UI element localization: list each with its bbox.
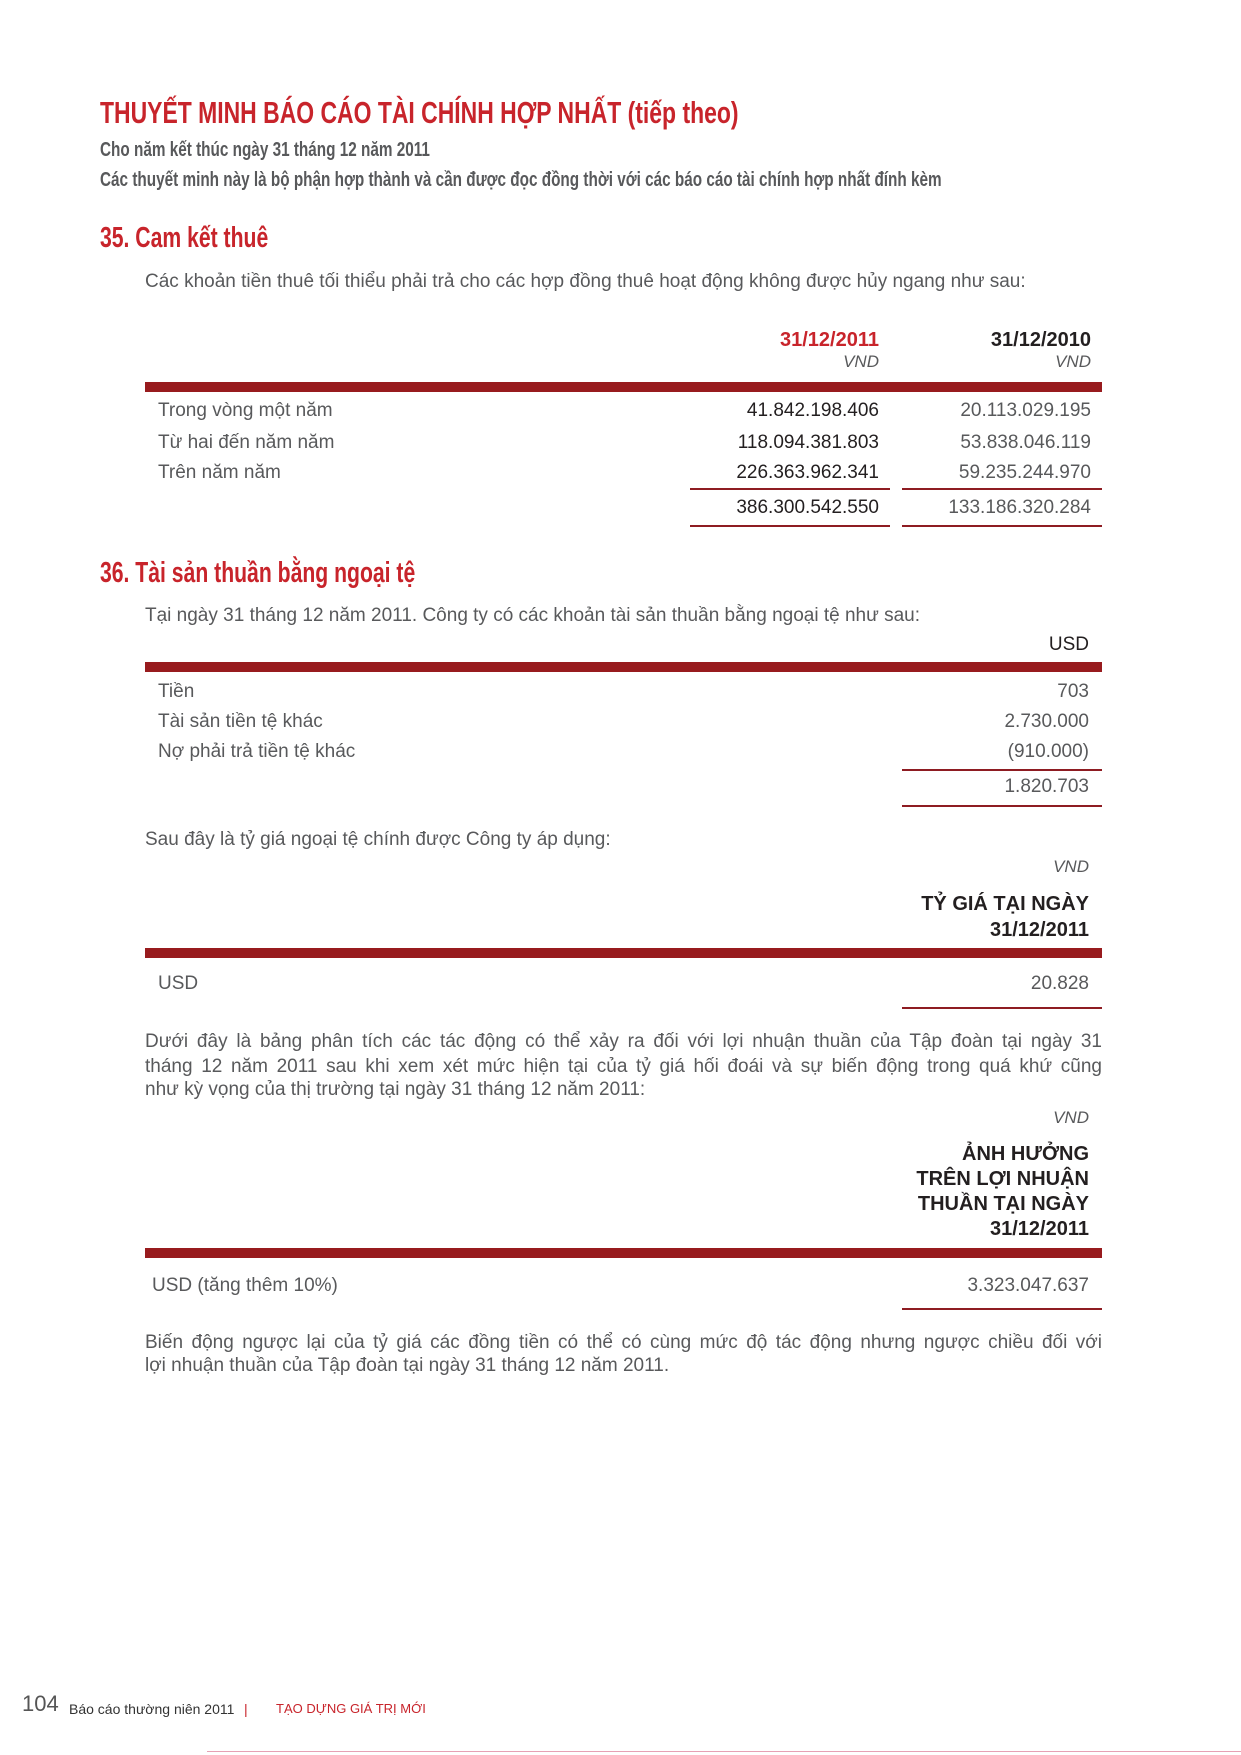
section-35-heading: 35. Cam kết thuê <box>100 222 269 254</box>
subtitle-period-line <box>100 138 531 162</box>
row-value: 20.828 <box>1030 973 1089 994</box>
sensitivity-unit: VND <box>1053 1108 1089 1127</box>
column-unit-2011: VND <box>843 352 879 371</box>
row-label: Nợ phải trả tiền tệ khác <box>158 741 356 762</box>
row-label: Trên năm năm <box>158 462 281 483</box>
page-title-line <box>100 95 963 131</box>
row-value: 2.730.000 <box>1004 711 1089 732</box>
total-2011: 386.300.542.550 <box>736 497 879 518</box>
value-2010: 20.113.029.195 <box>960 400 1091 421</box>
table-row <box>145 399 1102 423</box>
total-rule <box>902 805 1102 807</box>
rate-intro: Sau đây là tỷ giá ngoại tệ chính được Công ty áp dụng: <box>145 829 611 850</box>
total-rule-2010 <box>902 525 1102 527</box>
table-row <box>145 972 1102 996</box>
subtitle-note: Các thuyết minh này là bộ phận hợp thành và cần được đọc đồng thời với các báo cáo tài chính hợp nhất đính kèm <box>100 169 942 191</box>
subtotal-rule-2011 <box>690 488 890 490</box>
sensitivity-intro-line: như kỳ vọng của thị trường tại ngày 31 tháng 12 năm 2011: <box>145 1079 646 1100</box>
closing-line: Biến động ngược lại của tỷ giá các đồng tiền có thể có cùng mức độ tác động nhưng ngược chiều đối với <box>145 1332 1102 1353</box>
table-row <box>145 461 1102 485</box>
table-row <box>145 710 1102 734</box>
section-36-intro: Tại ngày 31 tháng 12 năm 2011. Công ty có các khoản tài sản thuần bằng ngoại tệ như sau: <box>145 605 921 626</box>
row-label: Tiền <box>158 681 195 702</box>
total-2010: 133.186.320.284 <box>948 497 1091 518</box>
table-row <box>145 680 1102 704</box>
row-value: 3.323.047.637 <box>967 1275 1089 1296</box>
table-header-bar <box>145 948 1102 958</box>
sensitivity-intro-line: tháng 12 năm 2011 sau khi xem xét mức hiện tại của tỷ giá hối đoái và sự biến động trong quá khứ cũng <box>145 1056 1102 1077</box>
table-header-bar <box>145 382 1102 392</box>
page-number: 104 <box>22 1691 59 1716</box>
rate-unit: VND <box>1053 857 1089 876</box>
page-title: THUYẾT MINH BÁO CÁO TÀI CHÍNH HỢP NHẤT (tiếp theo) <box>100 95 739 130</box>
table-row <box>145 431 1102 455</box>
sensitivity-header-line: THUẦN TẠI NGÀY <box>917 1193 1089 1215</box>
rate-header-date: 31/12/2011 <box>990 919 1089 941</box>
sensitivity-header-line: TRÊN LỢI NHUẬN <box>916 1168 1089 1190</box>
sensitivity-intro-line: Dưới đây là bảng phân tích các tác động có thể xảy ra đối với lợi nhuận thuần của Tập đoàn tại ngày 31 <box>145 1031 1102 1052</box>
value-2010: 59.235.244.970 <box>958 462 1091 483</box>
table-total-row <box>145 496 1102 520</box>
subtitle-period: Cho năm kết thúc ngày 31 tháng 12 năm 2011 <box>100 139 430 161</box>
subtotal-rule-2010 <box>902 488 1102 490</box>
row-label: Từ hai đến năm năm <box>158 432 335 453</box>
footer-slogan: TẠO DỰNG GIÁ TRỊ MỚI <box>276 1701 426 1716</box>
column-unit-2010: VND <box>1055 352 1091 371</box>
row-value: 703 <box>1057 681 1089 702</box>
sensitivity-header-date: 31/12/2011 <box>990 1218 1089 1240</box>
subtotal-rule <box>902 769 1102 771</box>
section-36-heading: 36. Tài sản thuần bằng ngoại tệ <box>100 557 416 589</box>
footer-separator: | <box>244 1701 248 1717</box>
section-35-heading-line <box>100 221 330 255</box>
footer-bottom-rule <box>207 1751 1241 1752</box>
row-label: Tài sản tiền tệ khác <box>158 711 323 732</box>
value-2011: 118.094.381.803 <box>737 432 879 453</box>
table-header-bar <box>145 662 1102 672</box>
rate-header-line: TỶ GIÁ TẠI NGÀY <box>921 893 1089 915</box>
table-row <box>145 740 1102 764</box>
table-header-bar <box>145 1248 1102 1258</box>
table-row <box>145 1274 1102 1298</box>
total-rule-2011 <box>690 525 890 527</box>
table-total-row <box>145 775 1102 799</box>
column-header-2010: 31/12/2010 <box>990 329 1091 351</box>
column-header-2011: 31/12/2011 <box>780 329 879 351</box>
value-2011: 226.363.962.341 <box>736 462 879 483</box>
value-2010: 53.838.046.119 <box>960 432 1091 453</box>
row-label: Trong vòng một năm <box>158 400 333 421</box>
section-35-intro: Các khoản tiền thuê tối thiểu phải trả cho các hợp đồng thuê hoạt động không được hủy ngang như sau: <box>145 271 1026 292</box>
currency-header: USD <box>1048 634 1089 655</box>
section-36-heading-line <box>100 556 532 590</box>
subtitle-note-line <box>100 168 1200 192</box>
closing-line: lợi nhuận thuần của Tập đoàn tại ngày 31 tháng 12 năm 2011. <box>145 1355 670 1376</box>
total-value: 1.820.703 <box>1004 776 1089 797</box>
row-label: USD <box>158 973 199 994</box>
row-value: (910.000) <box>1007 741 1089 762</box>
row-label: USD (tăng thêm 10%) <box>152 1275 338 1296</box>
sensitivity-header-line: ẢNH HƯỞNG <box>962 1143 1089 1165</box>
rate-rule <box>902 1007 1102 1009</box>
footer-report-name: Báo cáo thường niên 2011 <box>69 1701 235 1717</box>
value-2011: 41.842.198.406 <box>746 400 879 421</box>
sensitivity-rule <box>902 1308 1102 1310</box>
